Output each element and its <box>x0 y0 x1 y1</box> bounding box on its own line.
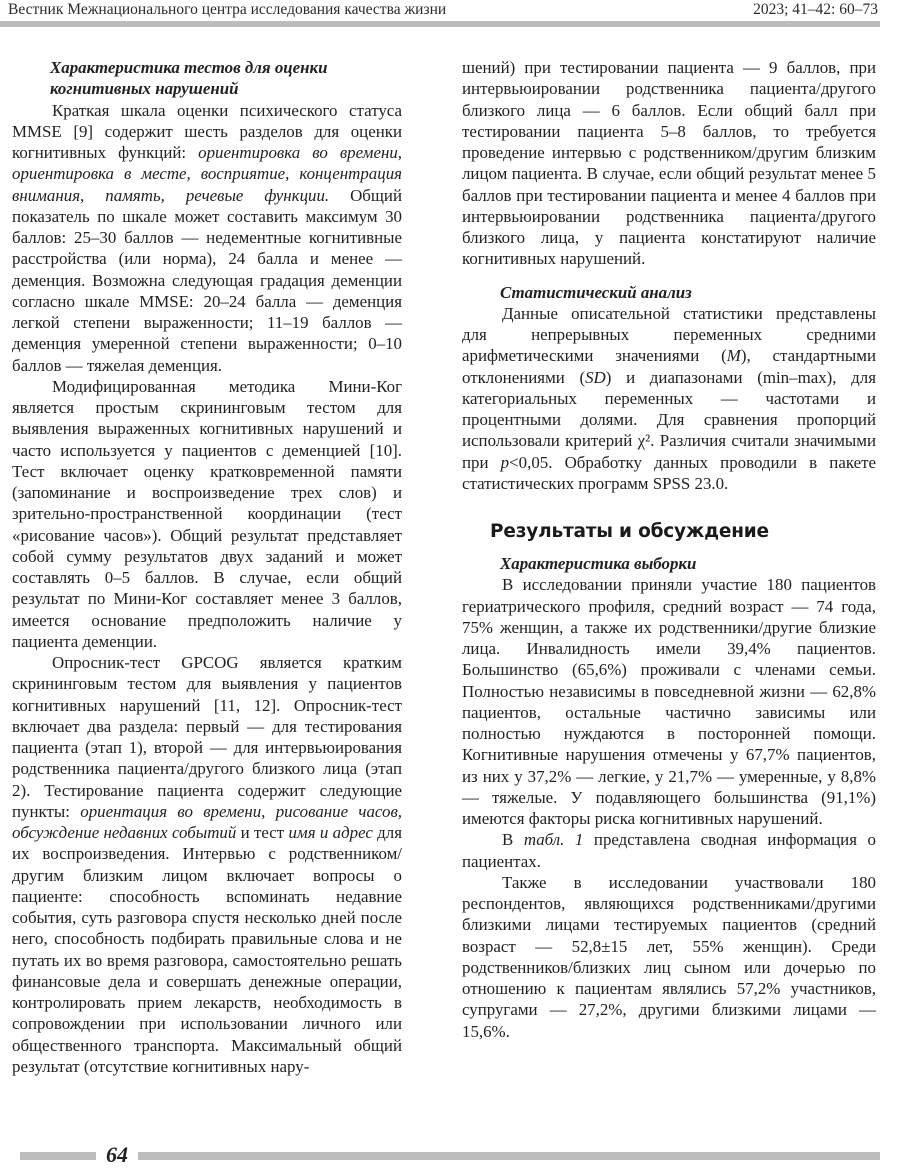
journal-title: Вестник Межнационального центра исследования качества жизни <box>8 1 452 19</box>
header-rule <box>0 21 880 27</box>
subheading-statistics: Статистический анализ <box>500 282 692 302</box>
paragraph-statistics: Данные описательной статистики представлены для непрерывных переменных средними арифметическими значениями (M), стандартными отклонениями (SD) и диапазонами (min–max), для категориальных переменных — частотами и процентными долями. Для сравнения пропорций использовали критерий χ². Различия считали значимыми при p<0,05. Обработку данных проводили в пакете статистических программ SPSS 23.0. <box>462 303 876 493</box>
paragraph-gpcog-continued: шений) при тестировании пациента — 9 баллов, при интервьюировании родственника пациента/другого близкого лица — 6 баллов. Если общий балл при тестировании пациента 5–8 баллов, то требуется проведение интервью с родственником/другим близким лицом пациента. В случае, если общий результат менее 5 баллов при тестировании пациента и менее 4 баллов при интервьюировании родственника пациента/другого близкого лица, у пациента констатируют наличие когнитивных нарушений. <box>462 58 876 269</box>
paragraph-sample: В исследовании приняли участие 180 пациентов гериатрического профиля, средний возраст — 74 года, 75% женщин, а также их родственники/другие близкие лица. Инвалидность имели 39,4% пациентов. Большинство (65,6%) проживали с членами семьи. Полностью независимы в повседневной жизни — 62,8% пациентов, остальные частично зависимы или полностью нуждаются в посторонней помощи. Когнитивные нарушения отмечены у 67,7% пациентов, из них у 37,2% — легкие, у 21,7% — умеренные, у 8,8% — тяжелые. У подавляющего большинства (91,1%) имеются факторы риска когнитивных нарушений. <box>462 575 876 828</box>
page-number: 64 <box>96 1142 138 1168</box>
subheading-tests: Характеристика тестов для оценки когнитивных нарушений <box>50 58 328 99</box>
paragraph-relatives: Также в исследовании участвовали 180 респондентов, являющихся родственниками/другими близкими лицами тестируемых пациентов (средний возраст — 52,8±15 лет, 55% женщин). Среди родственников/близких лиц сыном или дочерью по отношению к пациентам являлись 57,2% участников, супругами — 27,2%, другими близкими лицами — 15,6%. <box>462 872 876 1041</box>
running-header <box>0 0 900 30</box>
subheading-sample: Характеристика выборки <box>500 554 697 573</box>
citation: 2023; 41–42: 60–73 <box>747 1 878 19</box>
footer-rule <box>20 1152 880 1160</box>
section-heading-results: Результаты и обсуждение <box>490 521 769 542</box>
right-column <box>462 57 876 1042</box>
paragraph-mmse: Краткая шкала оценки психического статуса MMSE [9] содержит шесть разделов для оценки когнитивных функций: ориентировка во времени, ориентировка в месте, восприятие, концентрация внимания, память, речевые функции. Общий показатель по шкале может составить максимум 30 баллов: 25–30 баллов — недементные когнитивные расстройства (или норма), 24 балла и менее — деменция. Возможна следующая градация деменции согласно шкале MMSE: 20–24 балла — деменция легкой степени выраженности; 11–19 баллов — деменция умеренной степени выраженности; 0–10 баллов — тяжелая деменция. <box>12 100 402 375</box>
left-column <box>12 57 402 1077</box>
paragraph-gpcog: Опросник-тест GPCOG является кратким скрининговым тестом для выявления у пациентов когнитивных нарушений [11, 12]. Опросник-тест включает два раздела: первый — для тестирования пациента (этап 1), второй — для интервьюирования родственника пациента/другого близкого лица (этап 2). Тестирование пациента содержит следующие пункты: ориентация во времени, рисование часов, обсуждение недавних событий и тест имя и адрес для их воспроизведения. Интервью с родственником/другим близким лицом включает вопросы о пациенте: способность вспоминать недавние события, суть разговора спустя несколько дней после него, способность подбирать правильные слова и не путать их во время разговора, самостоятельно решать финансовые дела и совершать денежные операции, контролировать прием лекарств, необходимость в сопровождении при использовании личного или общественного транспорта. Максимальный общий результат (отсутствие когнитивных нару- <box>12 653 402 1076</box>
paragraph-table-ref: В табл. 1 представлена сводная информация о пациентах. <box>462 830 876 871</box>
paragraph-minicog: Модифицированная методика Мини-Ког является простым скрининговым тестом для выявления выраженных когнитивных нарушений и часто используется у пациентов с деменцией [10]. Тест включает оценку кратковременной памяти (запоминание и воспроизведение трех слов) и зрительно-пространственной координации (тест «рисование часов»). Общий результат представляет собой сумму результатов двух заданий и может составлять 0–5 баллов. В случае, если общий результат по Мини-Ког составляет менее 3 баллов, имеется основание предположить наличие у пациента деменции. <box>12 376 402 651</box>
page-footer <box>0 1140 900 1172</box>
